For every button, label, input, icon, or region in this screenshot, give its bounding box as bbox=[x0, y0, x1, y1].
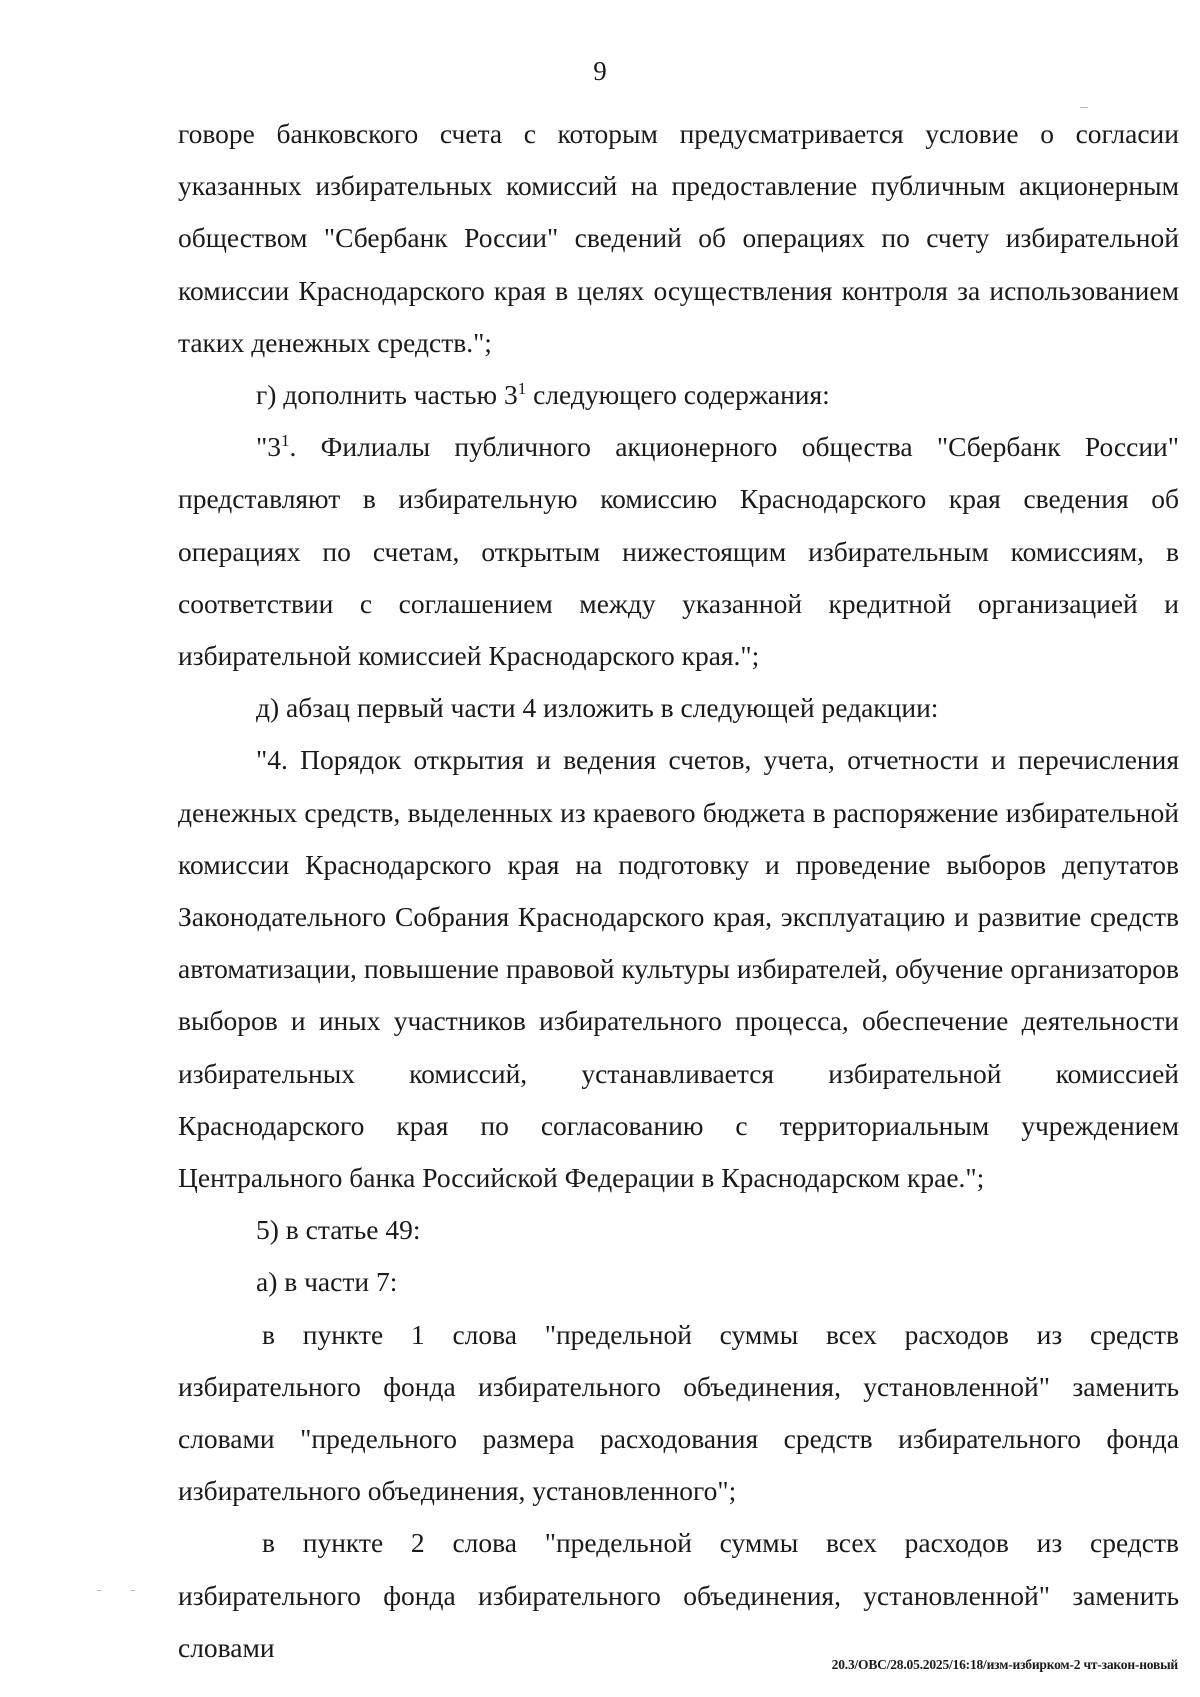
paragraph-point-2: в пункте 2 слова "предельной суммы всех расходов из средств избирательного фонда избирательного объединения, установленной" заменить словами bbox=[178, 1527, 1179, 1663]
scan-artifact bbox=[97, 1590, 101, 1591]
paragraph-item-d: д) абзац первый части 4 изложить в следующей редакции: bbox=[256, 692, 939, 724]
document-footer-code: 20.3/ОВС/28.05.2025/16:18/изм-избирком-2 чт-закон-новый bbox=[831, 1657, 1178, 1672]
paragraph-point-1: в пункте 1 слова "предельной суммы всех расходов из средств избирательного фонда избирательного объединения, установленной" заменить словами "предельного размера расходования средств избирательного фонда избирательного объединения, установленного"; bbox=[178, 1318, 1179, 1507]
scan-artifact bbox=[1080, 107, 1088, 108]
paragraph-item-g: г) дополнить частью $3^1$ следующего содержания: bbox=[256, 379, 830, 411]
paragraph-part-3-1-text: "$3^1$. Филиалы публичного акционерного общества "Сбербанк России" представляют в избирательную комиссию Краснодарского края сведения об операциях по счетам, открытым нижестоящим избирательным комиссиям, в соответствии с соглашением между указанной кредитной организацией и избирательной комиссией Краснодарского края."; bbox=[178, 431, 1179, 672]
scan-artifact bbox=[131, 1590, 135, 1591]
paragraph-item-a: а) в части 7: bbox=[256, 1266, 398, 1298]
document-body bbox=[178, 108, 1179, 1674]
paragraph-part-4-text: "4. Порядок открытия и ведения счетов, учета, отчетности и перечисления денежных средств, выделенных из краевого бюджета в распоряжение избирательной комиссии Краснодарского края на подготовку и проведение выборов депутатов Законодательного Собрания Краснодарского края, эксплуатацию и развитие средств автоматизации, повышение правовой культуры избирателей, обучение организаторов выборов и иных участников избирательного процесса, обеспечение деятельности избирательных комиссий, устанавливается избирательной комиссией Краснодарского края по согласованию с территориальным учреждением Центрального банка Российской Федерации в Краснодарском крае."; bbox=[178, 744, 1179, 1194]
page-number: 9 bbox=[593, 56, 607, 86]
paragraph-item-5: 5) в статье 49: bbox=[256, 1214, 421, 1246]
paragraph-bank-account-continuation: говоре банковского счета с которым предусматривается условие о согласии указанных избирательных комиссий на предоставление публичным акционерным обществом "Сбербанк России" сведений об операциях по счету избирательной комиссии Краснодарского края в целях осуществления контроля за использованием таких денежных средств."; bbox=[178, 118, 1179, 358]
